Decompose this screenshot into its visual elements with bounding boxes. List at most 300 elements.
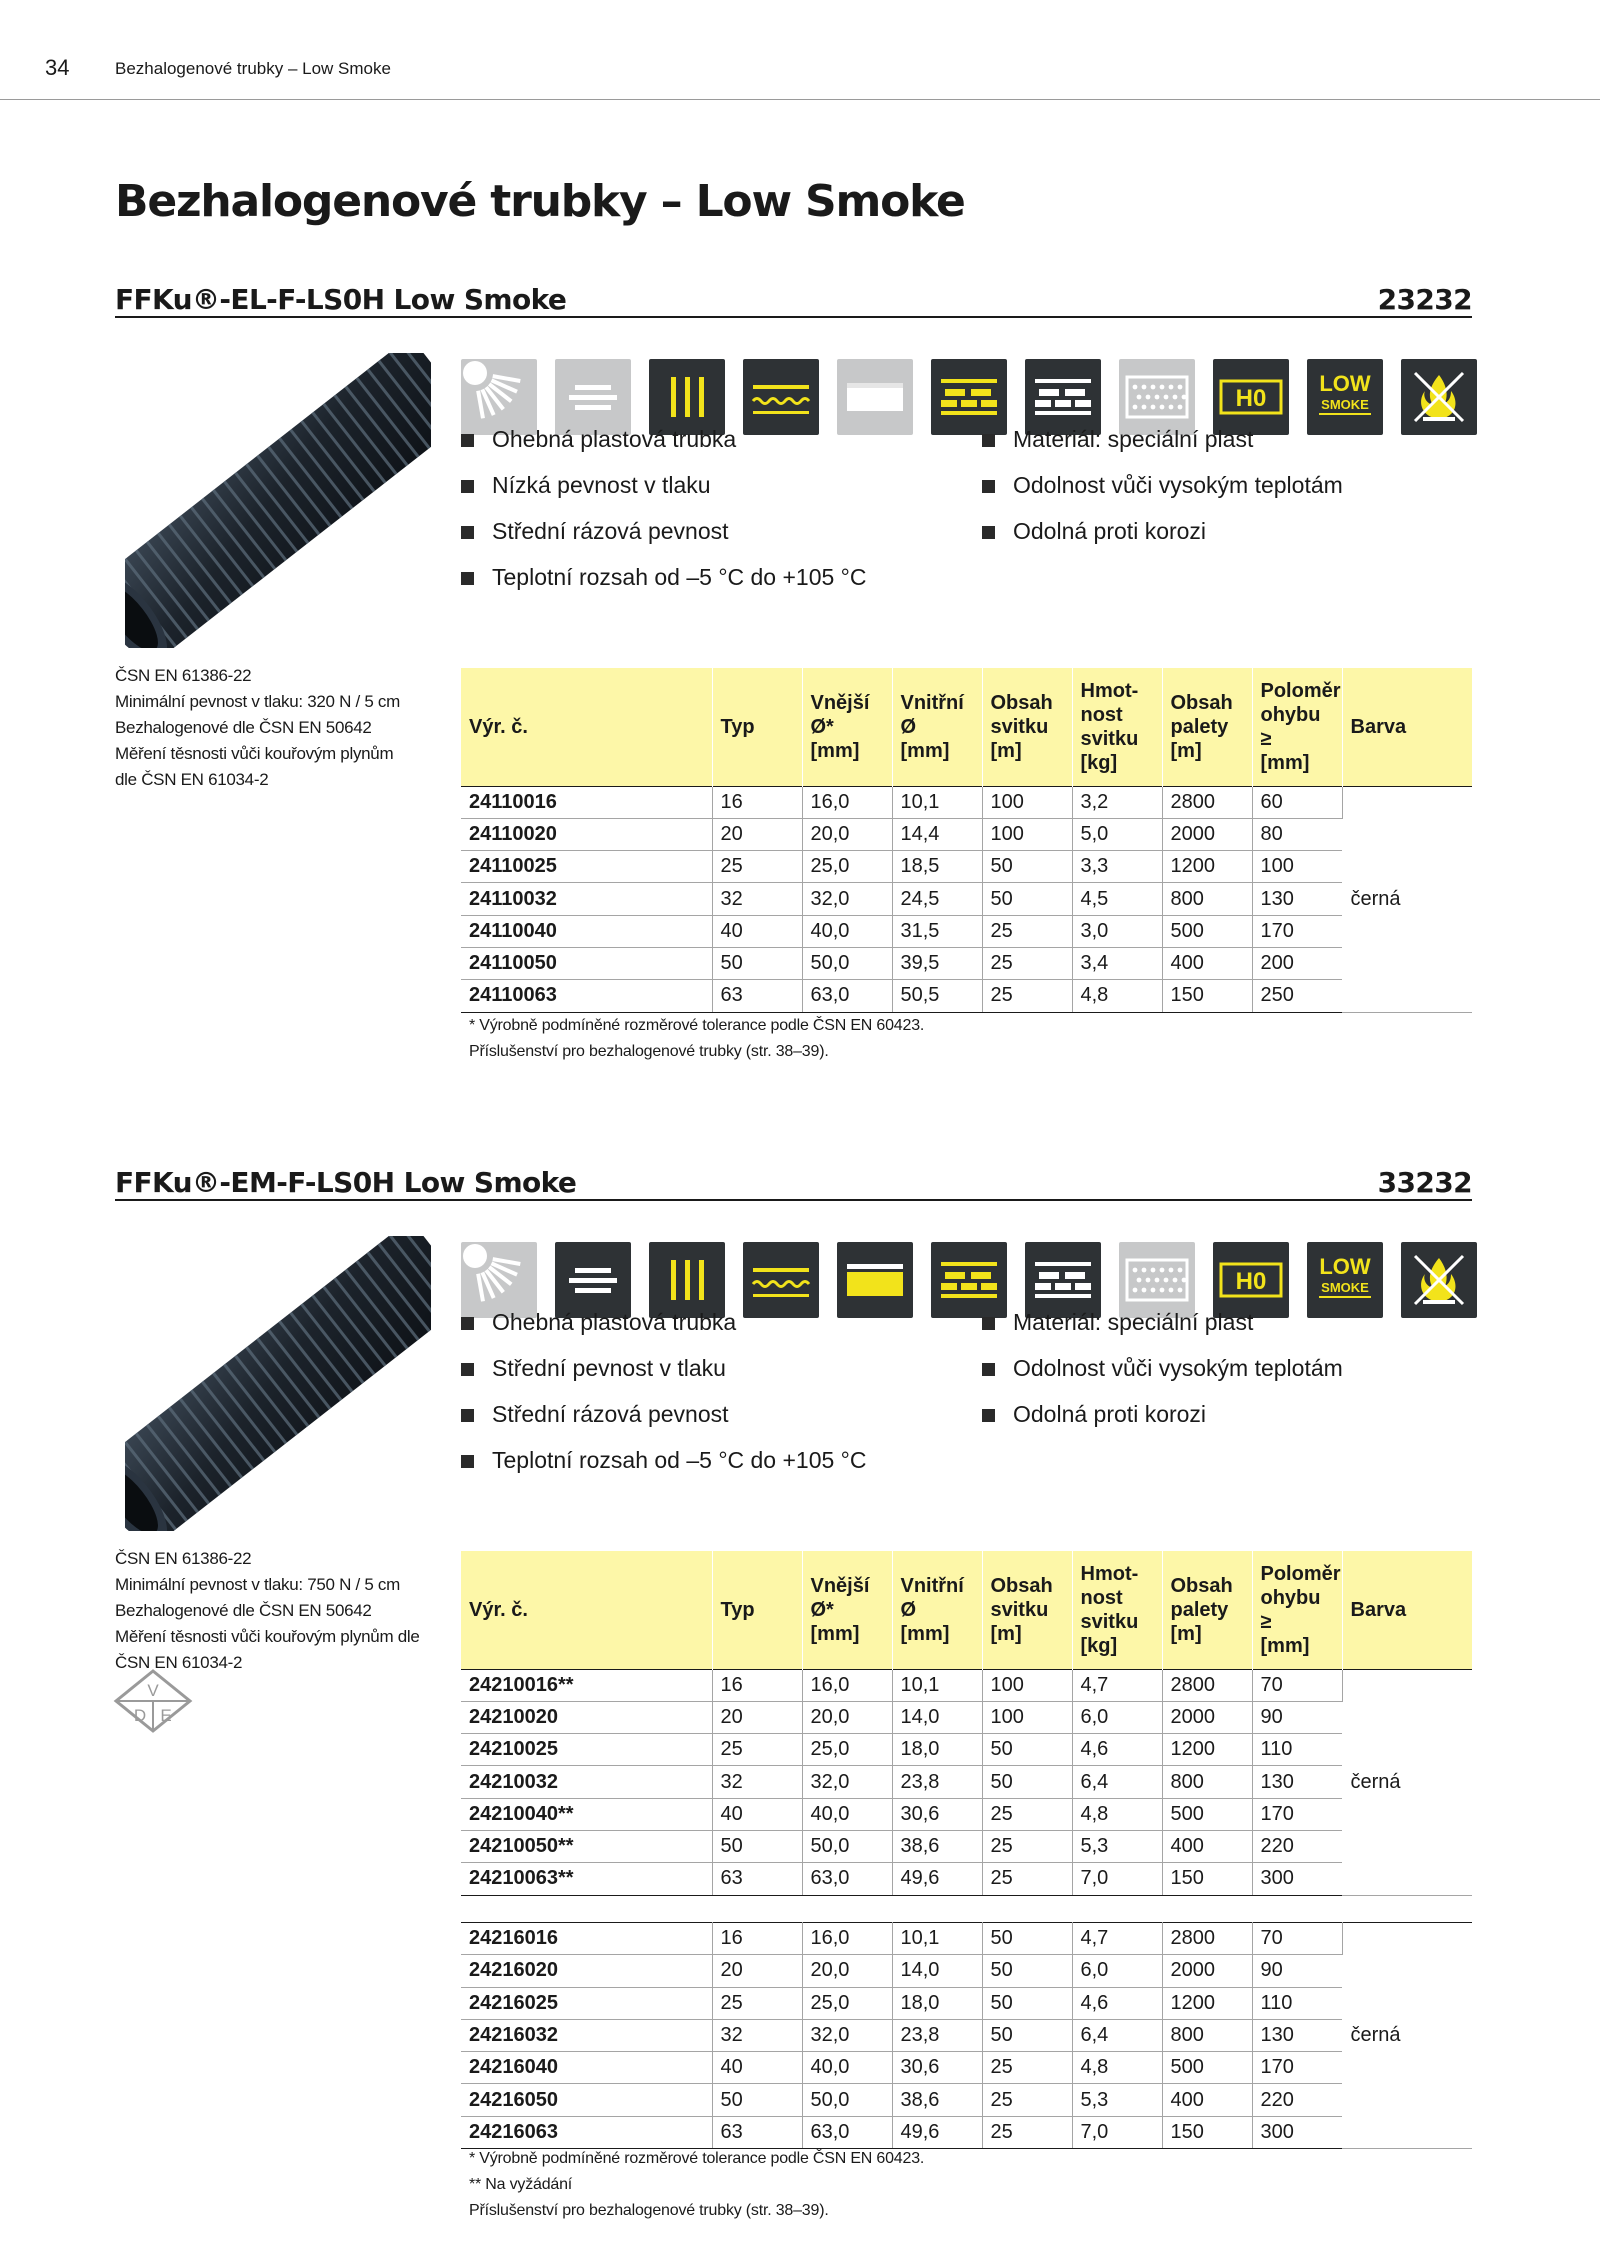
table-cell: 14,0 [892, 1955, 982, 1987]
table-cell: 6,0 [1072, 1955, 1162, 1987]
table-cell: 63,0 [802, 1863, 892, 1895]
table-cell: 25,0 [802, 1987, 892, 2019]
feature-item: Materiál: speciální plast [982, 1309, 1253, 1336]
column-header-hmotnost [1072, 668, 1162, 786]
table-cell: 400 [1162, 2084, 1252, 2116]
header-line: palety [1170, 1598, 1229, 1621]
table-row [461, 2116, 1472, 2148]
panel-light-icon [837, 359, 913, 435]
table-cell: 31,5 [892, 915, 982, 947]
table-cell: 100 [982, 1669, 1072, 1701]
page-title: Bezhalogenové trubky – Low Smoke [115, 176, 965, 227]
spec-line: ČSN EN 61034-2 [115, 1653, 243, 1672]
header-line: [m] [1170, 739, 1202, 762]
article-number-cell: 24110020 [461, 818, 712, 850]
header-line: nost [1080, 703, 1123, 726]
table-cell: 50 [982, 1766, 1072, 1798]
table-cell: 16 [712, 1923, 802, 1955]
header-line: Obsah [990, 691, 1053, 714]
table-cell: 500 [1162, 915, 1252, 947]
table-cell: 25 [982, 2084, 1072, 2116]
table-cell: 50,0 [802, 2084, 892, 2116]
table-cell: 4,8 [1072, 1798, 1162, 1830]
table-cell: 50 [982, 851, 1072, 883]
header-line: [m] [990, 1622, 1022, 1645]
article-number-cell: 24216032 [461, 2019, 712, 2051]
table-row [461, 1955, 1472, 1987]
page-header [0, 0, 1600, 100]
table-cell: 25 [712, 1987, 802, 2019]
header-line: [mm] [810, 1622, 860, 1645]
table-cell: 25 [982, 1863, 1072, 1895]
table-cell: 400 [1162, 1830, 1252, 1862]
header-line: [mm] [1260, 751, 1310, 774]
table-cell: 3,3 [1072, 851, 1162, 883]
table-cell: 6,0 [1072, 1701, 1162, 1733]
table-cell: 63,0 [802, 2116, 892, 2148]
table-cell: 50 [982, 1955, 1072, 1987]
table-row [461, 851, 1472, 883]
svg-text:H0: H0 [1235, 1268, 1267, 1295]
table-cell: 1200 [1162, 851, 1252, 883]
table-cell: 18,5 [892, 851, 982, 883]
brick-yellow-icon [931, 1242, 1007, 1318]
header-line: Obsah [1170, 1574, 1233, 1597]
table-row [461, 1923, 1472, 1955]
header-line: [kg] [1080, 1634, 1118, 1657]
table-cell: 100 [1252, 851, 1342, 883]
table-row [461, 818, 1472, 850]
feature-item: Nízká pevnost v tlaku [461, 472, 711, 499]
sun-uv-icon [461, 1242, 537, 1318]
table-cell: 4,6 [1072, 1987, 1162, 2019]
table-cell: 63 [712, 1863, 802, 1895]
panel-yellow-icon [837, 1242, 913, 1318]
table-cell: 3,0 [1072, 915, 1162, 947]
table-cell: 5,3 [1072, 1830, 1162, 1862]
column-header-obsah-svitku [982, 1551, 1072, 1669]
table-cell: 100 [982, 786, 1072, 818]
wave-line-icon [743, 359, 819, 435]
table-cell: 130 [1252, 1766, 1342, 1798]
article-number-cell: 24216016 [461, 1923, 712, 1955]
table-cell: 7,0 [1072, 1863, 1162, 1895]
table-cell: 170 [1252, 915, 1342, 947]
product-name: FFKu®-EM-F-LS0H Low Smoke [115, 1166, 577, 1199]
column-header-vnitrni [892, 668, 982, 786]
table-cell: 20,0 [802, 1955, 892, 1987]
feature-item: Ohebná plastová trubka [461, 1309, 736, 1336]
header-line: Vnější [810, 691, 870, 714]
header-line: Hmot- [1080, 679, 1139, 702]
table-cell: 25 [712, 1734, 802, 1766]
article-number-cell: 24216040 [461, 2052, 712, 2084]
table-cell: 800 [1162, 2019, 1252, 2051]
table-cell: 300 [1252, 1863, 1342, 1895]
table-cell: 70 [1252, 1923, 1342, 1955]
header-line: svitku [990, 1598, 1049, 1621]
table-cell: 16,0 [802, 786, 892, 818]
table-cell: 90 [1252, 1701, 1342, 1733]
note-line: Příslušenství pro bezhalogenové trubky (str. 38–39). [469, 1043, 829, 1060]
table-cell: 50 [712, 2084, 802, 2116]
table-cell: 150 [1162, 2116, 1252, 2148]
header-line: Poloměr [1260, 1562, 1341, 1585]
table-cell: 250 [1252, 980, 1342, 1012]
table-cell: 800 [1162, 883, 1252, 915]
feature-item: Odolná proti korozi [982, 518, 1206, 545]
vde-letter: V [147, 1681, 159, 1700]
table-cell: 16 [712, 786, 802, 818]
article-number-cell: 24210025 [461, 1734, 712, 1766]
table-cell: 39,5 [892, 947, 982, 979]
lines-light-icon [555, 359, 631, 435]
sun-uv-icon [461, 359, 537, 435]
table-cell: 40,0 [802, 915, 892, 947]
table-cell: 38,6 [892, 1830, 982, 1862]
product-heading [115, 1164, 1472, 1201]
product-heading [115, 281, 1472, 318]
table-cell: 50,5 [892, 980, 982, 1012]
table-cell: 20 [712, 1955, 802, 1987]
table-cell: 110 [1252, 1987, 1342, 2019]
article-number-cell: 24110063 [461, 980, 712, 1012]
table-row [461, 1798, 1472, 1830]
header-line: [mm] [810, 739, 860, 762]
table-cell: 50 [982, 883, 1072, 915]
table-cell: 63 [712, 980, 802, 1012]
article-number-cell: 24210040** [461, 1798, 712, 1830]
header-line: Ø* [810, 1598, 834, 1621]
table-cell: 170 [1252, 1798, 1342, 1830]
table-cell: 32,0 [802, 1766, 892, 1798]
article-number-cell: 24216050 [461, 2084, 712, 2116]
table-cell: 63,0 [802, 980, 892, 1012]
header-line: Obsah [990, 1574, 1053, 1597]
table-row [461, 1734, 1472, 1766]
table-cell: 300 [1252, 2116, 1342, 2148]
table-row [461, 883, 1472, 915]
table-cell: 16,0 [802, 1669, 892, 1701]
header-line: [mm] [900, 1622, 950, 1645]
note-line: Příslušenství pro bezhalogenové trubky (str. 38–39). [469, 2202, 829, 2219]
product-code: 33232 [1377, 1166, 1472, 1199]
table-cell: 3,4 [1072, 947, 1162, 979]
table-cell: 50 [982, 2019, 1072, 2051]
vertical-bars-icon [649, 1242, 725, 1318]
brick-white-icon [1025, 359, 1101, 435]
h0-badge-icon [1213, 359, 1289, 435]
table-notes [469, 2146, 924, 2224]
table-cell: 38,6 [892, 2084, 982, 2116]
table-cell: 220 [1252, 2084, 1342, 2116]
column-header-polomer [1252, 1551, 1342, 1669]
color-cell: černá [1342, 1669, 1472, 1895]
table-cell: 2000 [1162, 1955, 1252, 1987]
table-row [461, 2084, 1472, 2116]
table-cell: 170 [1252, 2052, 1342, 2084]
table-cell: 4,7 [1072, 1923, 1162, 1955]
table-cell: 40,0 [802, 1798, 892, 1830]
article-number-cell: 24210020 [461, 1701, 712, 1733]
product-code: 23232 [1377, 283, 1472, 316]
column-header-vyr: Výr. č. [461, 1551, 712, 1669]
table-cell: 32,0 [802, 883, 892, 915]
table-cell: 50 [982, 1734, 1072, 1766]
table-cell: 30,6 [892, 1798, 982, 1830]
table-cell: 25 [982, 2052, 1072, 2084]
article-number-cell: 24110025 [461, 851, 712, 883]
header-line: Obsah [1170, 691, 1233, 714]
low-smoke-badge-icon [1307, 1242, 1383, 1318]
table-cell: 32,0 [802, 2019, 892, 2051]
note-line: * Výrobně podmíněné rozměrové tolerance podle ČSN EN 60423. [469, 1017, 925, 1034]
table-cell: 49,6 [892, 1863, 982, 1895]
table-cell: 130 [1252, 883, 1342, 915]
property-icons-row [461, 1242, 1477, 1318]
header-line: ohybu ≥ [1260, 1586, 1321, 1633]
column-header-obsah-palety [1162, 1551, 1252, 1669]
standards-specs [115, 663, 435, 793]
table-cell: 10,1 [892, 786, 982, 818]
table-row [461, 947, 1472, 979]
table-cell: 6,4 [1072, 2019, 1162, 2051]
header-line: ohybu ≥ [1260, 703, 1321, 750]
table-cell: 150 [1162, 980, 1252, 1012]
table-cell: 25 [982, 2116, 1072, 2148]
header-line: Vnější [810, 1574, 870, 1597]
dotted-light-icon [1119, 1242, 1195, 1318]
table-cell: 80 [1252, 818, 1342, 850]
svg-text:H0: H0 [1235, 385, 1267, 412]
feature-item: Teplotní rozsah od –5 °C do +105 °C [461, 1447, 867, 1474]
property-icons-row [461, 359, 1477, 435]
table-cell: 14,0 [892, 1701, 982, 1733]
spec-line: Měření těsnosti vůči kouřovým plynům dle [115, 1627, 420, 1646]
table-cell: 5,0 [1072, 818, 1162, 850]
vertical-bars-icon [649, 359, 725, 435]
no-flame-icon [1401, 1242, 1477, 1318]
vde-letter: E [160, 1706, 172, 1725]
column-header-typ: Typ [712, 1551, 802, 1669]
table-row [461, 1830, 1472, 1862]
h0-badge-icon [1213, 1242, 1289, 1318]
feature-item: Střední rázová pevnost [461, 1401, 729, 1428]
header-line: Poloměr [1260, 679, 1341, 702]
table-cell: 18,0 [892, 1734, 982, 1766]
product-name: FFKu®-EL-F-LS0H Low Smoke [115, 283, 567, 316]
spec-line: Bezhalogenové dle ČSN EN 50642 [115, 1601, 372, 1620]
table-cell: 20,0 [802, 818, 892, 850]
header-line: Vnitřní [900, 691, 964, 714]
header-line: [m] [1170, 1622, 1202, 1645]
table-cell: 2000 [1162, 818, 1252, 850]
header-line: Hmot- [1080, 1562, 1139, 1585]
table-cell: 800 [1162, 1766, 1252, 1798]
column-header-vyr: Výr. č. [461, 668, 712, 786]
column-header-vnejsi [802, 668, 892, 786]
column-header-polomer [1252, 668, 1342, 786]
table-cell: 40,0 [802, 2052, 892, 2084]
column-header-typ: Typ [712, 668, 802, 786]
table-cell: 32 [712, 1766, 802, 1798]
table-cell: 2800 [1162, 1923, 1252, 1955]
header-line: [kg] [1080, 751, 1118, 774]
column-header-obsah-palety [1162, 668, 1252, 786]
table-cell: 50,0 [802, 947, 892, 979]
table-cell: 23,8 [892, 1766, 982, 1798]
page-number: 34 [45, 55, 70, 80]
spec-line: dle ČSN EN 61034-2 [115, 770, 269, 789]
table-cell: 500 [1162, 1798, 1252, 1830]
table-row [461, 2019, 1472, 2051]
spec-line: Bezhalogenové dle ČSN EN 50642 [115, 718, 372, 737]
vde-letter: D [133, 1706, 147, 1725]
table-notes [469, 1013, 924, 1065]
table-cell: 16,0 [802, 1923, 892, 1955]
standards-specs [115, 1546, 435, 1676]
table-cell: 50 [712, 1830, 802, 1862]
table-cell: 4,7 [1072, 1669, 1162, 1701]
product-table [461, 1922, 1472, 2149]
table-cell: 10,1 [892, 1669, 982, 1701]
table-cell: 25 [982, 980, 1072, 1012]
table-cell: 20 [712, 818, 802, 850]
article-number-cell: 24110040 [461, 915, 712, 947]
table-row [461, 1669, 1472, 1701]
table-cell: 4,8 [1072, 980, 1162, 1012]
feature-item: Střední rázová pevnost [461, 518, 729, 545]
header-line: palety [1170, 715, 1229, 738]
table-cell: 40 [712, 2052, 802, 2084]
table-row [461, 1766, 1472, 1798]
low-smoke-badge-icon [1307, 359, 1383, 435]
vde-certification-mark [113, 1668, 193, 1734]
color-cell: černá [1342, 1923, 1472, 2149]
table-row [461, 915, 1472, 947]
table-cell: 23,8 [892, 2019, 982, 2051]
spec-line: ČSN EN 61386-22 [115, 666, 252, 685]
header-line: Ø* [810, 715, 834, 738]
column-header-hmotnost [1072, 1551, 1162, 1669]
table-cell: 50 [982, 1987, 1072, 2019]
table-row [461, 2052, 1472, 2084]
table-cell: 24,5 [892, 883, 982, 915]
table-row [461, 1987, 1472, 2019]
article-number-cell: 24210050** [461, 1830, 712, 1862]
table-cell: 90 [1252, 1955, 1342, 1987]
table-cell: 50 [712, 947, 802, 979]
table-cell: 4,6 [1072, 1734, 1162, 1766]
brick-yellow-icon [931, 359, 1007, 435]
table-cell: 220 [1252, 1830, 1342, 1862]
table-row [461, 1863, 1472, 1895]
table-cell: 2800 [1162, 1669, 1252, 1701]
article-number-cell: 24216020 [461, 1955, 712, 1987]
table-cell: 49,6 [892, 2116, 982, 2148]
table-cell: 40 [712, 1798, 802, 1830]
table-cell: 50,0 [802, 1830, 892, 1862]
spec-line: ČSN EN 61386-22 [115, 1549, 252, 1568]
article-number-cell: 24110032 [461, 883, 712, 915]
table-cell: 200 [1252, 947, 1342, 979]
svg-text:LOW: LOW [1319, 1254, 1371, 1279]
table-cell: 2800 [1162, 786, 1252, 818]
column-header-obsah-svitku [982, 668, 1072, 786]
header-line: svitku [1080, 727, 1139, 750]
note-line: ** Na vyžádání [469, 2176, 573, 2193]
table-cell: 6,4 [1072, 1766, 1162, 1798]
table-cell: 32 [712, 2019, 802, 2051]
table-cell: 63 [712, 2116, 802, 2148]
table-cell: 16 [712, 1669, 802, 1701]
spec-line: Minimální pevnost v tlaku: 320 N / 5 cm [115, 692, 400, 711]
feature-item: Ohebná plastová trubka [461, 426, 736, 453]
table-cell: 150 [1162, 1863, 1252, 1895]
table-cell: 4,5 [1072, 883, 1162, 915]
color-cell: černá [1342, 786, 1472, 1012]
table-cell: 40 [712, 915, 802, 947]
article-number-cell: 24210063** [461, 1863, 712, 1895]
table-cell: 1200 [1162, 1734, 1252, 1766]
table-cell: 1200 [1162, 1987, 1252, 2019]
svg-text:LOW: LOW [1319, 371, 1371, 396]
article-number-cell: 24216025 [461, 1987, 712, 2019]
spec-line: Minimální pevnost v tlaku: 750 N / 5 cm [115, 1575, 400, 1594]
table-cell: 18,0 [892, 1987, 982, 2019]
svg-text:SMOKE: SMOKE [1321, 397, 1369, 412]
wave-line-icon [743, 1242, 819, 1318]
table-cell: 60 [1252, 786, 1342, 818]
table-cell: 130 [1252, 2019, 1342, 2051]
column-header-vnejsi [802, 1551, 892, 1669]
product-table [461, 1551, 1472, 1896]
note-line: * Výrobně podmíněné rozměrové tolerance podle ČSN EN 60423. [469, 2150, 925, 2167]
article-number-cell: 24210032 [461, 1766, 712, 1798]
table-cell: 20,0 [802, 1701, 892, 1733]
column-header-barva: Barva [1350, 715, 1407, 738]
table-cell: 25 [982, 947, 1072, 979]
article-number-cell: 24110016 [461, 786, 712, 818]
feature-item: Materiál: speciální plast [982, 426, 1253, 453]
header-line: Vnitřní [900, 1574, 964, 1597]
table-cell: 14,4 [892, 818, 982, 850]
table-cell: 25,0 [802, 1734, 892, 1766]
table-row [461, 980, 1472, 1012]
table-cell: 70 [1252, 1669, 1342, 1701]
header-line: [mm] [900, 739, 950, 762]
table-cell: 100 [982, 818, 1072, 850]
conduit-product-image [125, 353, 431, 648]
dotted-light-icon [1119, 359, 1195, 435]
table-cell: 100 [982, 1701, 1072, 1733]
feature-item: Teplotní rozsah od –5 °C do +105 °C [461, 564, 867, 591]
article-number-cell: 24110050 [461, 947, 712, 979]
table-cell: 110 [1252, 1734, 1342, 1766]
spec-line: Měření těsnosti vůči kouřovým plynům [115, 744, 394, 763]
feature-item: Odolnost vůči vysokým teplotám [982, 1355, 1343, 1382]
table-row [461, 1701, 1472, 1733]
header-line: Ø [900, 715, 917, 738]
table-cell: 25,0 [802, 851, 892, 883]
header-line: [mm] [1260, 1634, 1310, 1657]
conduit-product-image [125, 1236, 431, 1531]
table-cell: 25 [982, 915, 1072, 947]
table-cell: 20 [712, 1701, 802, 1733]
table-cell: 400 [1162, 947, 1252, 979]
feature-item: Odolnost vůči vysokým teplotám [982, 472, 1343, 499]
table-cell: 3,2 [1072, 786, 1162, 818]
